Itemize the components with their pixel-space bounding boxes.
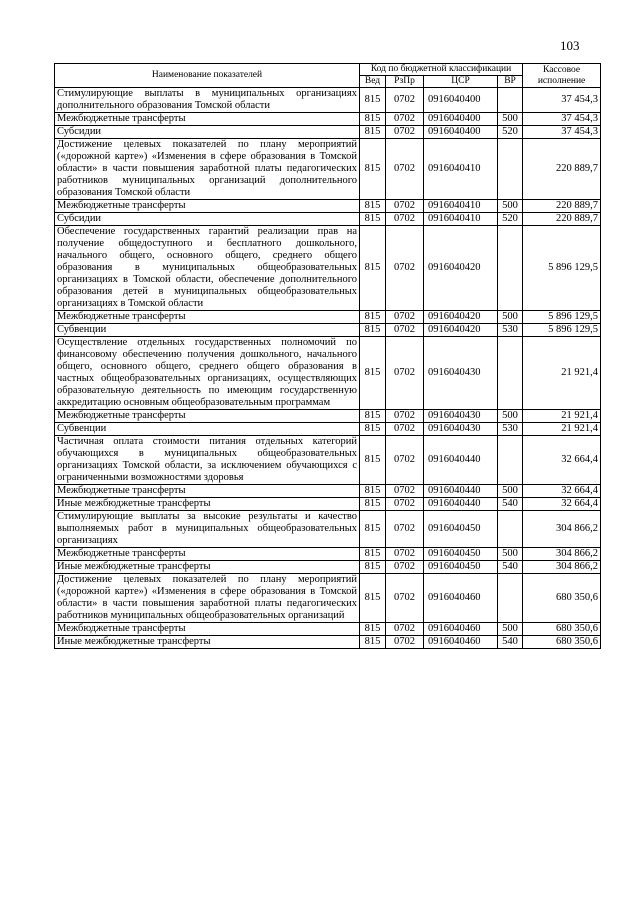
row-rzpr: 0702 (386, 88, 424, 113)
row-name: Субсидии (55, 213, 360, 226)
row-vr: 500 (498, 485, 523, 498)
table-row (55, 324, 601, 337)
row-sum: 5 896 129,5 (523, 311, 601, 324)
row-vr: 500 (498, 623, 523, 636)
row-vr: 520 (498, 126, 523, 139)
row-ved: 815 (360, 213, 386, 226)
row-sum: 37 454,3 (523, 126, 601, 139)
row-sum: 37 454,3 (523, 113, 601, 126)
row-csr: 0916040450 (424, 511, 498, 548)
row-csr: 0916040430 (424, 423, 498, 436)
row-rzpr: 0702 (386, 636, 424, 649)
row-ved: 815 (360, 436, 386, 485)
row-vr (498, 226, 523, 311)
row-sum: 5 896 129,5 (523, 324, 601, 337)
row-name: Межбюджетные трансферты (55, 113, 360, 126)
row-sum: 32 664,4 (523, 436, 601, 485)
row-ved: 815 (360, 139, 386, 200)
row-vr: 530 (498, 324, 523, 337)
row-name: Достижение целевых показателей по плану мероприятий («дорожной карте») «Изменения в сфере образования в Томской области» в части повышения заработной платы педагогических работников муниципальных общеобразовательных организаций (55, 574, 360, 623)
header-sum: Кассовое исполнение (523, 64, 601, 88)
row-rzpr: 0702 (386, 623, 424, 636)
row-sum: 37 454,3 (523, 88, 601, 113)
row-ved: 815 (360, 126, 386, 139)
row-ved: 815 (360, 337, 386, 410)
row-name: Межбюджетные трансферты (55, 485, 360, 498)
row-ved: 815 (360, 324, 386, 337)
row-name: Межбюджетные трансферты (55, 623, 360, 636)
row-csr: 0916040460 (424, 636, 498, 649)
row-ved: 815 (360, 511, 386, 548)
row-ved: 815 (360, 636, 386, 649)
row-sum: 21 921,4 (523, 337, 601, 410)
page-number: 103 (560, 38, 580, 53)
row-csr: 0916040450 (424, 548, 498, 561)
row-ved: 815 (360, 311, 386, 324)
row-rzpr: 0702 (386, 574, 424, 623)
row-name: Субвенции (55, 423, 360, 436)
row-vr (498, 574, 523, 623)
row-sum: 304 866,2 (523, 561, 601, 574)
row-csr: 0916040410 (424, 213, 498, 226)
table-row (55, 548, 601, 561)
row-rzpr: 0702 (386, 436, 424, 485)
row-rzpr: 0702 (386, 213, 424, 226)
row-csr: 0916040440 (424, 436, 498, 485)
row-name: Субсидии (55, 126, 360, 139)
table-row (55, 623, 601, 636)
row-rzpr: 0702 (386, 410, 424, 423)
row-csr: 0916040430 (424, 410, 498, 423)
table-row (55, 574, 601, 623)
row-ved: 815 (360, 548, 386, 561)
row-csr: 0916040410 (424, 200, 498, 213)
row-ved: 815 (360, 485, 386, 498)
row-rzpr: 0702 (386, 423, 424, 436)
row-ved: 815 (360, 88, 386, 113)
row-name: Иные межбюджетные трансферты (55, 636, 360, 649)
table-row (55, 113, 601, 126)
row-name: Достижение целевых показателей по плану мероприятий («дорожной карте») «Изменения в сфере образования в Томской области» в части повышения заработной платы педагогических работников муниципальных организаций дополнительного образования Томской области (55, 139, 360, 200)
row-csr: 0916040410 (424, 139, 498, 200)
row-csr: 0916040440 (424, 498, 498, 511)
row-rzpr: 0702 (386, 311, 424, 324)
row-vr: 500 (498, 113, 523, 126)
row-name: Осуществление отдельных государственных полномочий по финансовому обеспечению получения дошкольного, начального общего, основного общего, среднего общего образования в частных общеобразовательных организациях, осуществляющих образовательную деятельность по имеющим государственную аккредитацию основным общеобразовательным программам (55, 337, 360, 410)
row-csr: 0916040420 (424, 324, 498, 337)
row-name: Межбюджетные трансферты (55, 311, 360, 324)
row-ved: 815 (360, 113, 386, 126)
row-vr: 540 (498, 561, 523, 574)
table-row (55, 226, 601, 311)
table-row (55, 436, 601, 485)
row-vr (498, 337, 523, 410)
row-sum: 21 921,4 (523, 423, 601, 436)
table-row (55, 511, 601, 548)
table-row (55, 126, 601, 139)
row-csr: 0916040400 (424, 88, 498, 113)
budget-table (54, 63, 601, 649)
row-rzpr: 0702 (386, 113, 424, 126)
header-ved: Вед (360, 76, 386, 88)
row-ved: 815 (360, 410, 386, 423)
row-sum: 32 664,4 (523, 485, 601, 498)
table-row (55, 423, 601, 436)
row-sum: 32 664,4 (523, 498, 601, 511)
row-name: Иные межбюджетные трансферты (55, 561, 360, 574)
row-ved: 815 (360, 498, 386, 511)
row-csr: 0916040430 (424, 337, 498, 410)
row-vr: 520 (498, 213, 523, 226)
row-sum: 680 350,6 (523, 574, 601, 623)
row-vr (498, 139, 523, 200)
header-code-group: Код по бюджетной классификации (360, 64, 523, 76)
table-row (55, 139, 601, 200)
row-csr: 0916040420 (424, 226, 498, 311)
row-vr (498, 511, 523, 548)
row-sum: 304 866,2 (523, 548, 601, 561)
row-rzpr: 0702 (386, 498, 424, 511)
table-row (55, 410, 601, 423)
row-vr: 500 (498, 410, 523, 423)
row-vr: 500 (498, 200, 523, 213)
row-csr: 0916040400 (424, 126, 498, 139)
row-ved: 815 (360, 623, 386, 636)
table-row (55, 485, 601, 498)
row-vr (498, 436, 523, 485)
row-name: Стимулирующие выплаты за высокие результаты и качество выполняемых работ в муниципальных общеобразовательных организациях (55, 511, 360, 548)
table-row (55, 337, 601, 410)
row-csr: 0916040460 (424, 623, 498, 636)
row-sum: 220 889,7 (523, 200, 601, 213)
row-ved: 815 (360, 561, 386, 574)
row-vr: 540 (498, 498, 523, 511)
row-csr: 0916040420 (424, 311, 498, 324)
table-header (55, 64, 601, 88)
table-row (55, 88, 601, 113)
row-sum: 304 866,2 (523, 511, 601, 548)
header-name: Наименование показателей (55, 64, 360, 88)
header-rzpr: РзПр (386, 76, 424, 88)
row-rzpr: 0702 (386, 139, 424, 200)
table-row (55, 311, 601, 324)
row-ved: 815 (360, 574, 386, 623)
table-row (55, 213, 601, 226)
header-vr: ВР (498, 76, 523, 88)
row-ved: 815 (360, 226, 386, 311)
row-vr: 540 (498, 636, 523, 649)
row-name: Стимулирующие выплаты в муниципальных организациях дополнительного образования Томской области (55, 88, 360, 113)
row-csr: 0916040440 (424, 485, 498, 498)
row-name: Субвенции (55, 324, 360, 337)
row-vr: 500 (498, 548, 523, 561)
row-sum: 220 889,7 (523, 213, 601, 226)
row-rzpr: 0702 (386, 324, 424, 337)
row-rzpr: 0702 (386, 337, 424, 410)
row-sum: 680 350,6 (523, 623, 601, 636)
table-row (55, 498, 601, 511)
row-rzpr: 0702 (386, 548, 424, 561)
row-name: Обеспечение государственных гарантий реализации прав на получение общедоступного и бесплатного дошкольного, начального общего, основного общего, среднего общего образования в муниципальных общеобразовательных организациях в Томской области, обеспечение дополнительного образования детей в муниципальных общеобразовательных организациях в Томской области (55, 226, 360, 311)
row-rzpr: 0702 (386, 485, 424, 498)
row-rzpr: 0702 (386, 561, 424, 574)
header-csr: ЦСР (424, 76, 498, 88)
row-csr: 0916040460 (424, 574, 498, 623)
table-row (55, 561, 601, 574)
row-sum: 21 921,4 (523, 410, 601, 423)
row-csr: 0916040450 (424, 561, 498, 574)
row-name: Частичная оплата стоимости питания отдельных категорий обучающихся в муниципальных общеобразовательных организациях Томской области, за исключением обучающихся с ограниченными возможностями здоровья (55, 436, 360, 485)
row-name: Межбюджетные трансферты (55, 410, 360, 423)
row-name: Межбюджетные трансферты (55, 548, 360, 561)
row-rzpr: 0702 (386, 200, 424, 213)
row-name: Межбюджетные трансферты (55, 200, 360, 213)
row-sum: 220 889,7 (523, 139, 601, 200)
row-ved: 815 (360, 423, 386, 436)
row-ved: 815 (360, 200, 386, 213)
row-rzpr: 0702 (386, 126, 424, 139)
row-rzpr: 0702 (386, 226, 424, 311)
row-sum: 5 896 129,5 (523, 226, 601, 311)
row-vr: 530 (498, 423, 523, 436)
row-sum: 680 350,6 (523, 636, 601, 649)
table-row (55, 636, 601, 649)
table-body (55, 88, 601, 649)
row-vr: 500 (498, 311, 523, 324)
row-csr: 0916040400 (424, 113, 498, 126)
table-row (55, 200, 601, 213)
row-name: Иные межбюджетные трансферты (55, 498, 360, 511)
row-rzpr: 0702 (386, 511, 424, 548)
row-vr (498, 88, 523, 113)
